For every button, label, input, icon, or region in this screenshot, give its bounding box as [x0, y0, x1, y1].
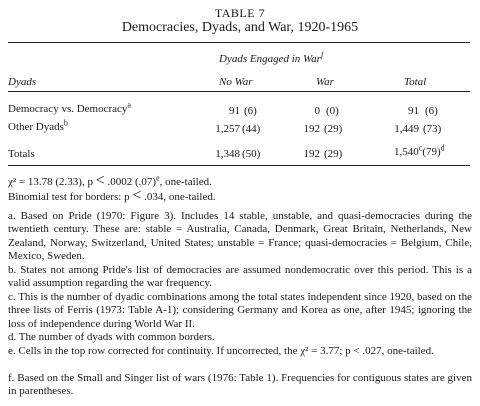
row-label-democracy — [8, 100, 131, 115]
chi-square-note: e — [156, 173, 160, 183]
row-label-text: Other Dyads — [8, 121, 64, 133]
cell-no-war-pct: (6) — [244, 105, 257, 117]
cell-war-pct: (0) — [326, 105, 339, 117]
cell-total: 1,449 — [394, 123, 419, 135]
binomial-p: .034, one-tailed. — [144, 191, 216, 203]
row-label-text: Democracy vs. Democracy — [8, 103, 128, 115]
col-head-no-war: No War — [219, 76, 253, 88]
col-head-total: Total — [404, 76, 427, 88]
col-head-war: War — [316, 76, 334, 88]
cell-war-pct: (29) — [324, 148, 343, 160]
binomial-line — [8, 187, 216, 205]
row-label-note: a — [127, 100, 131, 110]
cell-war: 192 — [303, 148, 320, 160]
chi-square-p: .0002 (.07) — [107, 176, 157, 188]
row-label-other — [8, 118, 68, 133]
stub-head: Dyads — [8, 76, 37, 88]
cell-total-pct-note: d — [440, 143, 445, 153]
header-rule — [8, 91, 470, 92]
bottom-rule — [8, 165, 470, 166]
binomial-text: Binomial test for borders: p — [8, 191, 130, 203]
cell-war: 192 — [303, 123, 320, 135]
column-spanner-note: f — [320, 50, 324, 60]
less-than-sign: < — [132, 187, 142, 204]
footnote-c: c. This is the number of dyadic combinations among the total states independent since 1920, based on the three lists of Ferris (1973: Table A-1); considering Germany and Korea as one, after 1945; ignoring the loss of independence during World War II. — [8, 291, 472, 330]
cell-no-war-pct: (44) — [242, 123, 261, 135]
footnote-a: a. Based on Pride (1970: Figure 3). Includes 14 stable, unstable, and quasi-democracies during the twentieth century. These are: stable = Australia, Canada, Denmark, Great Britain, Netherlands, New Zealand, Norway, Switzerland, United States; unstable = France; quasi-democracies = Belgium, Chile, Mexico, Sweden. — [8, 210, 472, 263]
row-label-note: b — [63, 118, 68, 128]
less-than-sign: < — [95, 172, 105, 189]
table-title: Democracies, Dyads, and War, 1920-1965 — [121, 20, 359, 35]
cell-total-pct: (73) — [423, 123, 442, 135]
column-spanner-text: Dyads Engaged in War — [219, 53, 321, 65]
footnote-e: e. Cells in the top row corrected for continuity. If uncorrected, the χ² = 3.77; p < .027, one-tailed. — [8, 345, 434, 357]
cell-total-pct: (6) — [425, 105, 438, 117]
cell-total-pct: (79) — [422, 146, 441, 158]
cell-total-note: c — [418, 143, 423, 153]
footnote-b: b. States not among Pride's list of democracies are assumed nondemocratic over this period. This is a valid assumption regarding the war frequency. — [8, 264, 472, 290]
column-spanner — [219, 50, 324, 65]
chi-square-text: χ² = 13.78 (2.33), p — [8, 176, 93, 188]
cell-no-war: 91 — [229, 105, 240, 117]
top-rule — [8, 42, 470, 43]
chi-square-tail: , one-tailed. — [159, 176, 212, 188]
cell-war-pct: (29) — [324, 123, 343, 135]
footnote-d: d. The number of dyads with common borders. — [8, 331, 215, 343]
row-label-totals: Totals — [8, 148, 35, 160]
cell-total: 91 — [408, 105, 419, 117]
cell-no-war: 1,257 — [215, 123, 240, 135]
cell-war: 0 — [314, 105, 320, 117]
cell-total-with-notes — [394, 143, 445, 158]
cell-no-war-pct: (50) — [242, 148, 261, 160]
cell-no-war: 1,348 — [215, 148, 240, 160]
table-label: TABLE 7 — [214, 6, 266, 20]
cell-total: 1,540 — [394, 146, 419, 158]
footnote-f: f. Based on the Small and Singer list of wars (1976: Table 1). Frequencies for contiguous states are given in parentheses. — [8, 372, 472, 398]
